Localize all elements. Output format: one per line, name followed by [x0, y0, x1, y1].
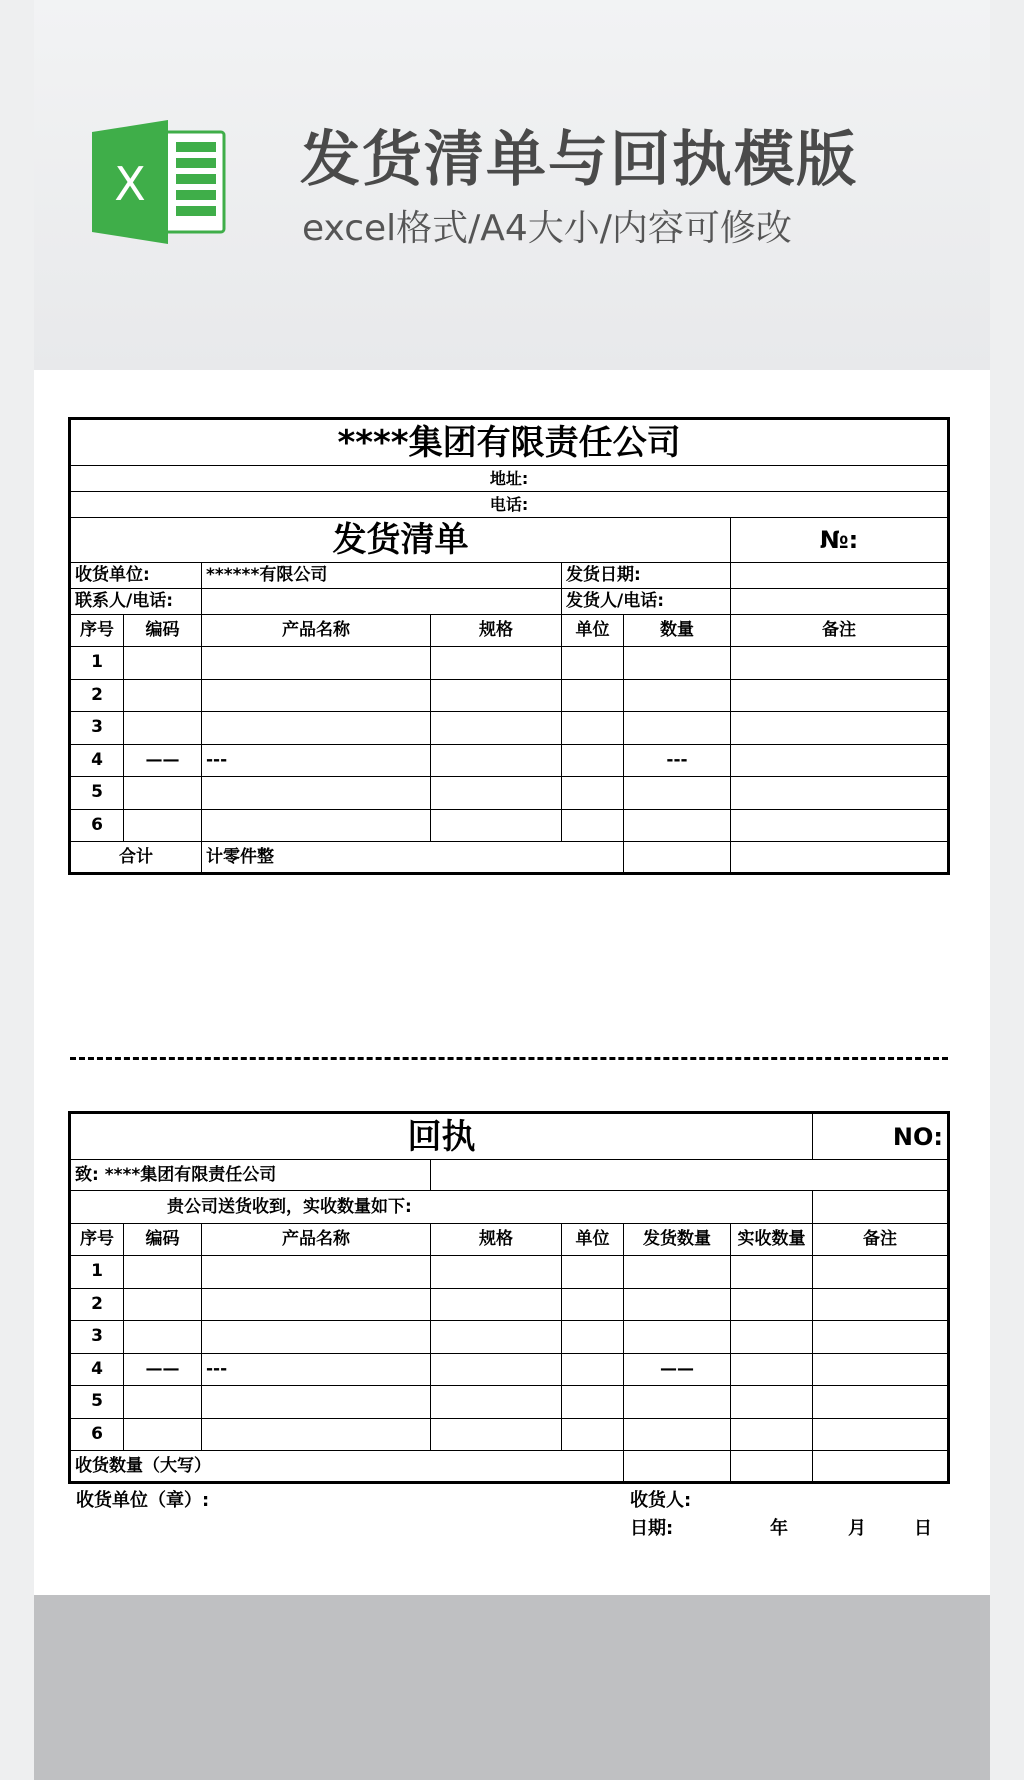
quantity-caps-value	[624, 1451, 731, 1483]
table-cell	[431, 679, 562, 712]
row-index: 6	[70, 1418, 124, 1451]
day-label: 日	[914, 1518, 932, 1539]
row-index: 1	[70, 1256, 124, 1289]
cut-line-divider	[70, 1057, 948, 1060]
table-cell	[431, 1418, 562, 1451]
table-row	[70, 1321, 949, 1354]
table-cell	[124, 712, 202, 745]
table-cell	[562, 647, 624, 680]
table-cell	[731, 1288, 813, 1321]
column-header: 产品名称	[202, 615, 431, 647]
row-index: 6	[70, 809, 124, 842]
table-cell	[562, 712, 624, 745]
column-header: 实收数量	[731, 1224, 813, 1256]
quantity-caps-label: 收货数量（大写）	[70, 1451, 624, 1483]
table-cell	[624, 1418, 731, 1451]
contact-label: 联系人/电话:	[70, 589, 202, 615]
phone-label: 电话:	[70, 492, 949, 518]
table-row	[70, 809, 949, 842]
table-cell	[562, 1256, 624, 1289]
row-index: 5	[70, 777, 124, 810]
table-cell	[202, 1386, 431, 1419]
total-quantity	[624, 842, 731, 874]
svg-text:X: X	[114, 157, 146, 211]
table-cell: ——	[624, 1353, 731, 1386]
table-cell	[562, 679, 624, 712]
delivery-list-table	[68, 417, 950, 875]
receipt-title: 回执	[70, 1113, 813, 1160]
table-cell	[202, 1321, 431, 1354]
column-header: 备注	[731, 615, 949, 647]
table-cell	[731, 679, 949, 712]
table-row	[70, 744, 949, 777]
table-cell	[431, 1353, 562, 1386]
table-cell: ---	[624, 744, 731, 777]
table-cell	[562, 777, 624, 810]
row-index: 2	[70, 679, 124, 712]
total-text: 计零件整	[202, 842, 624, 874]
table-cell	[624, 809, 731, 842]
excel-icon	[88, 118, 228, 246]
table-cell	[731, 712, 949, 745]
table-cell	[624, 777, 731, 810]
column-header: 产品名称	[202, 1224, 431, 1256]
right-margin	[990, 0, 1024, 1780]
table-cell	[124, 647, 202, 680]
banner-title: 发货清单与回执模版	[300, 125, 858, 195]
table-cell	[731, 809, 949, 842]
table-cell	[624, 679, 731, 712]
shipper-value	[731, 589, 949, 615]
table-cell	[562, 1418, 624, 1451]
ship-date-label: 发货日期:	[562, 563, 731, 589]
quantity-caps-remark	[813, 1451, 949, 1483]
table-cell	[431, 647, 562, 680]
table-cell	[624, 1256, 731, 1289]
table-cell	[624, 712, 731, 745]
table-cell	[731, 1256, 813, 1289]
table-cell	[624, 1288, 731, 1321]
unit-seal-label: 收货单位（章）:	[76, 1490, 210, 1511]
table-cell	[624, 1321, 731, 1354]
receipt-notice-blank	[813, 1191, 949, 1224]
table-cell: ---	[202, 744, 431, 777]
total-row	[70, 842, 949, 874]
table-cell	[124, 809, 202, 842]
table-cell	[431, 1321, 562, 1354]
table-cell	[731, 1353, 813, 1386]
delivery-title: 发货清单	[70, 518, 731, 563]
table-cell	[813, 1256, 949, 1289]
table-row	[70, 1256, 949, 1289]
column-header: 备注	[813, 1224, 949, 1256]
table-cell	[731, 1321, 813, 1354]
table-cell	[202, 1256, 431, 1289]
ship-date-value	[731, 563, 949, 589]
table-cell	[124, 1386, 202, 1419]
row-index: 3	[70, 1321, 124, 1354]
table-cell	[731, 647, 949, 680]
table-row	[70, 1353, 949, 1386]
table-cell	[202, 679, 431, 712]
table-cell: ---	[202, 1353, 431, 1386]
year-label: 年	[770, 1518, 788, 1539]
table-cell: ——	[124, 744, 202, 777]
table-row	[70, 679, 949, 712]
date-label: 日期:	[630, 1518, 674, 1539]
table-cell	[431, 777, 562, 810]
shipper-label: 发货人/电话:	[562, 589, 731, 615]
delivery-number-label: №:	[731, 518, 949, 563]
table-cell	[562, 1386, 624, 1419]
address-label: 地址:	[70, 466, 949, 492]
left-margin	[0, 0, 34, 1780]
column-header: 数量	[624, 615, 731, 647]
row-index: 4	[70, 1353, 124, 1386]
table-cell	[731, 744, 949, 777]
company-name: ****集团有限责任公司	[70, 419, 949, 466]
table-row	[70, 777, 949, 810]
receipt-to-text: 致: ****集团有限责任公司	[70, 1160, 431, 1191]
consignee-label: 收货单位:	[70, 563, 202, 589]
table-cell	[624, 1386, 731, 1419]
table-header-row	[70, 1224, 949, 1256]
row-index: 5	[70, 1386, 124, 1419]
receipt-number-label: NO:	[813, 1113, 949, 1160]
column-header: 编码	[124, 1224, 202, 1256]
table-cell	[431, 744, 562, 777]
table-cell	[731, 1418, 813, 1451]
table-cell	[202, 1288, 431, 1321]
row-index: 4	[70, 744, 124, 777]
table-cell	[202, 712, 431, 745]
column-header: 序号	[70, 1224, 124, 1256]
column-header: 单位	[562, 615, 624, 647]
table-row	[70, 712, 949, 745]
table-cell	[124, 1288, 202, 1321]
table-cell	[813, 1353, 949, 1386]
table-cell	[124, 1256, 202, 1289]
table-cell	[431, 1386, 562, 1419]
table-cell	[431, 809, 562, 842]
total-label: 合计	[70, 842, 202, 874]
table-cell	[431, 712, 562, 745]
table-cell	[562, 1321, 624, 1354]
receipt-to-blank	[431, 1160, 949, 1191]
receiver-label: 收货人:	[630, 1490, 692, 1511]
row-index: 1	[70, 647, 124, 680]
month-label: 月	[848, 1518, 866, 1539]
table-cell	[124, 1418, 202, 1451]
contact-value	[202, 589, 562, 615]
receipt-table	[68, 1111, 950, 1484]
total-remark	[731, 842, 949, 874]
table-cell	[124, 777, 202, 810]
table-cell	[624, 647, 731, 680]
table-cell	[731, 1386, 813, 1419]
column-header: 发货数量	[624, 1224, 731, 1256]
table-cell	[202, 777, 431, 810]
table-cell	[431, 1288, 562, 1321]
row-index: 3	[70, 712, 124, 745]
banner-subtitle: excel格式/A4大小/内容可修改	[302, 208, 792, 249]
column-header: 单位	[562, 1224, 624, 1256]
quantity-caps-row	[70, 1451, 949, 1483]
table-cell	[431, 1256, 562, 1289]
consignee-value: ******有限公司	[202, 563, 562, 589]
table-cell	[562, 1353, 624, 1386]
table-cell	[813, 1288, 949, 1321]
table-cell	[202, 1418, 431, 1451]
table-cell	[813, 1386, 949, 1419]
table-row	[70, 1418, 949, 1451]
table-cell	[731, 777, 949, 810]
row-index: 2	[70, 1288, 124, 1321]
table-cell	[562, 809, 624, 842]
table-row	[70, 1386, 949, 1419]
column-header: 规格	[431, 615, 562, 647]
column-header: 序号	[70, 615, 124, 647]
table-header-row	[70, 615, 949, 647]
receipt-notice: 贵公司送货收到，实收数量如下:	[70, 1191, 813, 1224]
table-cell	[813, 1321, 949, 1354]
bottom-background	[34, 1595, 990, 1780]
column-header: 编码	[124, 615, 202, 647]
table-row	[70, 647, 949, 680]
table-cell	[202, 809, 431, 842]
column-header: 规格	[431, 1224, 562, 1256]
table-cell	[124, 1321, 202, 1354]
quantity-caps-received	[731, 1451, 813, 1483]
table-cell	[562, 1288, 624, 1321]
table-cell	[813, 1418, 949, 1451]
table-cell	[202, 647, 431, 680]
table-row	[70, 1288, 949, 1321]
table-cell: ——	[124, 1353, 202, 1386]
table-cell	[124, 679, 202, 712]
table-cell	[562, 744, 624, 777]
